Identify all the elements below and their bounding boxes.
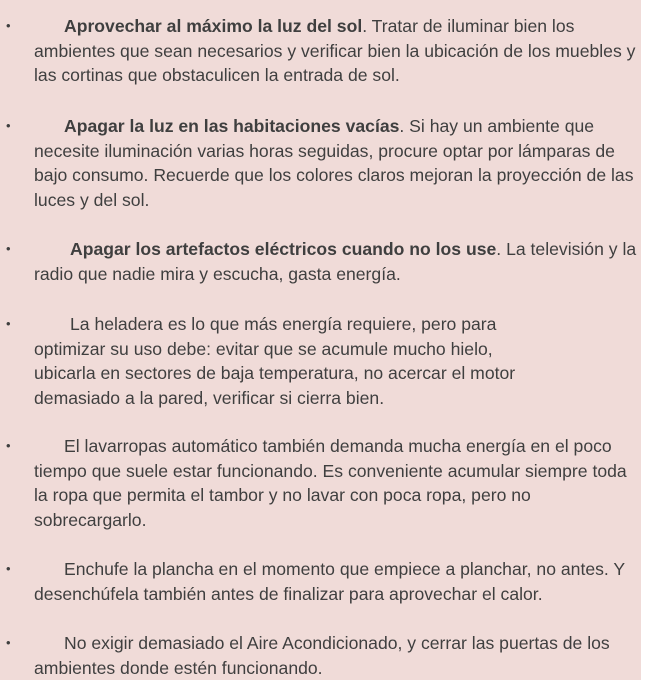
- bullet-icon: •: [6, 635, 11, 650]
- tip-body: . Tratar de iluminar bien los ambientes que sean necesarios y verificar bien la ubicación de los muebles y las cortinas que obstaculicen la entrada de sol.: [34, 16, 636, 86]
- tip-body: No exigir demasiado el Aire Acondicionado, y cerrar las puertas de los ambientes donde estén funcionando.: [34, 633, 610, 678]
- tip-item-fridge: [0, 312, 641, 410]
- tip-body: . La televisión y la radio que nadie mira y escucha, gasta energía.: [34, 239, 637, 284]
- tip-heading: Aprovechar al máximo la luz del sol: [64, 16, 363, 36]
- tip-body: La heladera es lo que más energía requiere, pero para optimizar su uso debe: evitar que se acumule mucho hielo, ubicarla en sectores de baja temperatura, no acercar el motor demasiado a la pared, verificar si cierra bien.: [34, 314, 516, 408]
- bullet-icon: •: [6, 561, 11, 576]
- bullet-icon: •: [6, 118, 11, 133]
- tip-body: El lavarropas automático también demanda mucha energía en el poco tiempo que suele estar funcionando. Es conveniente acumular siempre toda la ropa que permita el tambor y no lavar con poca ropa, pero no sobrecargarlo.: [34, 436, 627, 530]
- bullet-icon: •: [6, 241, 11, 256]
- tip-text: [34, 434, 639, 532]
- tip-text: [34, 312, 639, 410]
- tip-text: [34, 237, 639, 286]
- bullet-icon: •: [6, 18, 11, 33]
- tip-heading: Apagar la luz en las habitaciones vacías: [64, 116, 400, 136]
- tip-text: [34, 114, 639, 212]
- tip-text: [34, 631, 639, 680]
- tip-text: [34, 557, 639, 606]
- tip-body: Enchufe la plancha en el momento que empiece a planchar, no antes. Y desenchúfela también antes de finalizar para aprovechar el calor.: [34, 559, 625, 604]
- tip-body: . Si hay un ambiente que necesite iluminación varias horas seguidas, procure optar por lámparas de bajo consumo. Recuerde que los colores claros mejoran la proyección de las luces y del sol.: [34, 116, 634, 210]
- tip-item-air-conditioner: [0, 631, 641, 680]
- tip-item-iron: [0, 557, 641, 606]
- tip-item-appliances-off: [0, 237, 641, 286]
- tip-item-lights-off: [0, 114, 641, 212]
- tip-item-washer: [0, 434, 641, 532]
- bullet-icon: •: [6, 438, 11, 453]
- tip-heading: Apagar los artefactos eléctricos cuando no los use: [70, 239, 497, 259]
- tip-text: [34, 14, 639, 88]
- bullet-icon: •: [6, 316, 11, 331]
- tip-item-sunlight: [0, 14, 641, 88]
